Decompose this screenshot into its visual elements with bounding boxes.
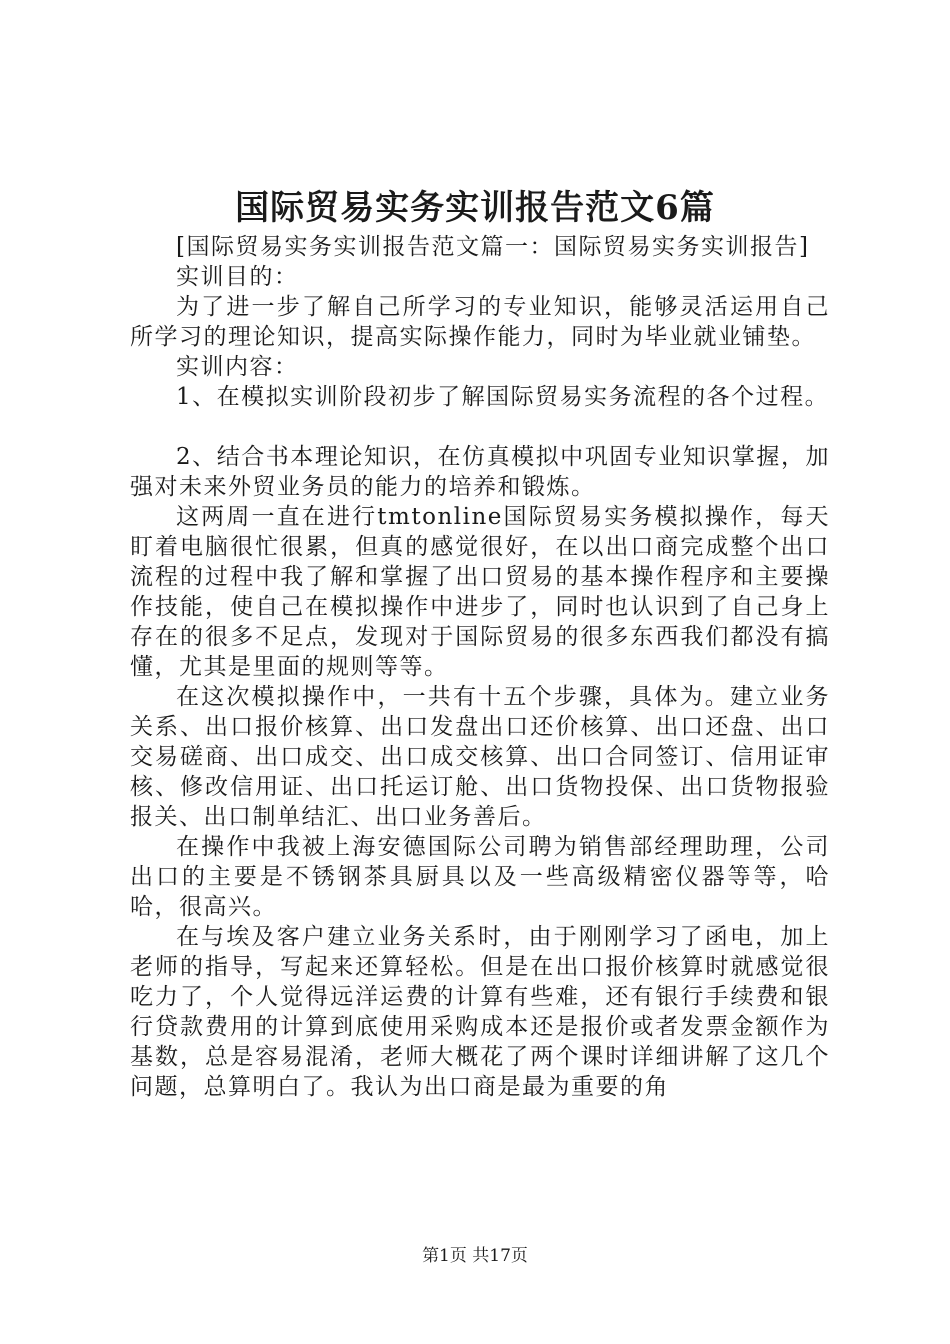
paragraph-role: 在操作中我被上海安德国际公司聘为销售部经理助理，公司出口的主要是不锈钢茶具厨具以及一些高级精密仪器等等，哈哈，很高兴。 <box>130 834 830 920</box>
document-title: 国际贸易实务实训报告范文6篇 <box>235 188 715 228</box>
document-body <box>130 232 830 1102</box>
paragraph-content-item-1: 1、在模拟实训阶段初步了解国际贸易实务流程的各个过程。 <box>176 384 830 410</box>
paragraph-content-item-2: 2、结合书本理论知识，在仿真模拟中巩固专业知识掌握，加强对未来外贸业务员的能力的培养和锻炼。 <box>130 444 830 500</box>
paragraph-purpose-label: 实训目的： <box>176 264 299 290</box>
page-footer: 第1页 共17页 <box>422 1246 528 1266</box>
paragraph-content-label: 实训内容： <box>176 354 299 380</box>
paragraph-heading: [国际贸易实务实训报告范文篇一：国际贸易实务实训报告] <box>176 234 810 260</box>
paragraph-experience: 这两周一直在进行tmtonline国际贸易实务模拟操作，每天盯着电脑很忙很累，但真的感觉很好，在以出口商完成整个出口流程的过程中我了解和掌握了出口贸易的基本操作程序和主要操作技能，使自己在模拟操作中进步了，同时也认识到了自己身上存在的很多不足点，发现对于国际贸易的很多东西我们都没有搞懂，尤其是里面的规则等等。 <box>130 504 830 680</box>
paragraph-client: 在与埃及客户建立业务关系时，由于刚刚学习了函电，加上老师的指导，写起来还算轻松。但是在出口报价核算时就感觉很吃力了，个人觉得远洋运费的计算有些难，还有银行手续费和银行贷款费用的计算到底使用采购成本还是报价或者发票金额作为基数，总是容易混淆，老师大概花了两个课时详细讲解了这几个问题，总算明白了。我认为出口商是最为重要的角 <box>130 924 830 1100</box>
paragraph-steps: 在这次模拟操作中，一共有十五个步骤，具体为。建立业务关系、出口报价核算、出口发盘出口还价核算、出口还盘、出口交易磋商、出口成交、出口成交核算、出口合同签订、信用证审核、修改信用证、出口托运订舱、出口货物投保、出口货物报验报关、出口制单结汇、出口业务善后。 <box>130 684 830 830</box>
paragraph-purpose: 为了进一步了解自己所学习的专业知识，能够灵活运用自己所学习的理论知识，提高实际操作能力，同时为毕业就业铺垫。 <box>130 294 830 350</box>
